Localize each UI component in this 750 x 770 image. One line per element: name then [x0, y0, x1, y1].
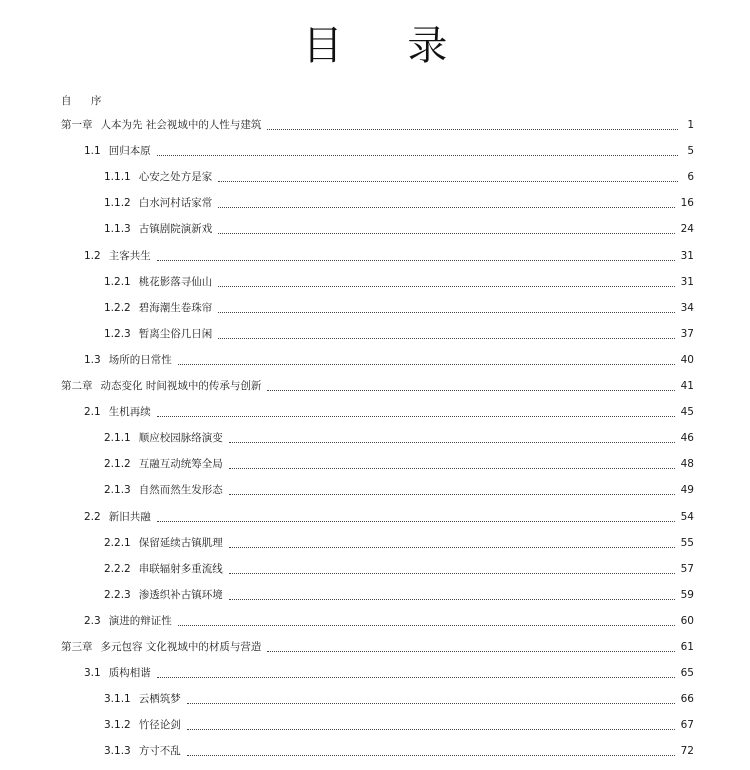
dot-leader — [157, 509, 675, 522]
toc-entry — [104, 321, 694, 341]
toc-entry-page: 61 — [680, 641, 694, 653]
toc-entry — [104, 738, 694, 758]
toc-entry-number: 2.1 — [84, 406, 101, 419]
toc-entry-number: 2.1.3 — [104, 484, 131, 497]
dot-leader — [157, 404, 675, 417]
toc-entry-number: 2.1.2 — [104, 458, 131, 471]
toc-entry-title: 暂离尘俗几日闲 — [138, 327, 213, 340]
dot-leader — [267, 117, 678, 130]
toc-entry-title: 新旧共融 — [108, 510, 151, 523]
toc-entry-number: 第二章 — [61, 380, 93, 392]
toc-entry-title: 古镇剧院演新戏 — [138, 223, 213, 236]
dot-leader — [178, 613, 675, 626]
toc-entry-number: 1.2.2 — [104, 301, 131, 314]
toc-entry — [104, 164, 694, 184]
dot-leader — [157, 143, 678, 156]
page-title: 目 录 — [302, 23, 474, 69]
dot-leader — [229, 561, 675, 574]
toc-entry-title: 方寸不乱 — [138, 745, 181, 758]
toc-entry-title: 动态变化 时间视域中的传承与创新 — [100, 380, 262, 392]
toc-entry-title: 桃花影落寻仙山 — [138, 275, 213, 288]
toc-entry-title: 多元包容 文化视域中的材质与营造 — [100, 641, 262, 653]
toc-entry-number: 3.1.3 — [104, 745, 131, 758]
toc-entry-page: 31 — [680, 249, 694, 262]
toc-entry — [84, 504, 694, 524]
toc-entry-page: 34 — [680, 301, 694, 314]
dot-leader — [267, 639, 674, 652]
toc-entry-page: 31 — [680, 275, 694, 288]
toc-entry-page: 57 — [680, 562, 694, 575]
toc-entry-title: 场所的日常性 — [108, 353, 172, 366]
toc-entry — [61, 112, 694, 132]
toc-entry — [104, 451, 694, 471]
toc-entry-number: 1.1.1 — [104, 171, 131, 184]
toc-entry — [84, 399, 694, 419]
toc-entry-title: 渗透织补古镇环境 — [138, 588, 223, 601]
toc-entry-title: 保留延续古镇肌理 — [138, 536, 223, 549]
toc-entry — [104, 477, 694, 497]
dot-leader — [187, 691, 675, 704]
toc-entry-page: 41 — [680, 380, 694, 392]
toc-entry-title: 串联辐射多重流线 — [138, 562, 223, 575]
dot-leader — [229, 587, 675, 600]
toc-entry-number: 3.1.1 — [104, 693, 131, 706]
toc-entry — [104, 582, 694, 602]
toc-entry-number: 1.1.3 — [104, 223, 131, 236]
toc-entry-title: 生机再续 — [108, 406, 151, 419]
toc-entry — [104, 686, 694, 706]
toc-entry-title: 自然而然生发形态 — [138, 484, 223, 497]
toc-entry-number: 2.2.3 — [104, 588, 131, 601]
toc-entry-title: 顺应校园脉络演变 — [138, 432, 223, 445]
toc-entry-title: 演进的辩证性 — [108, 614, 172, 627]
toc-entry — [84, 243, 694, 263]
toc-entry-page: 5 — [687, 145, 694, 158]
toc-entry-page: 67 — [680, 719, 694, 732]
toc-entry-number: 1.1 — [84, 145, 101, 158]
dot-leader — [229, 430, 675, 443]
dot-leader — [218, 274, 674, 287]
toc-entry-title: 碧海潮生卷珠帘 — [138, 301, 213, 314]
toc-entry-page: 1 — [687, 119, 694, 131]
toc-entry — [104, 269, 694, 289]
toc-entry-page: 16 — [680, 197, 694, 210]
dot-leader — [218, 195, 674, 208]
toc-entry — [84, 660, 694, 680]
toc-entry-page: 66 — [680, 693, 694, 706]
toc-entry — [104, 190, 694, 210]
toc-entry-page: 40 — [680, 353, 694, 366]
dot-leader — [267, 378, 674, 391]
dot-leader — [229, 456, 675, 469]
toc-entry-number: 第三章 — [61, 641, 93, 653]
toc-entry-page: 46 — [680, 432, 694, 445]
toc-entry-page: 72 — [680, 745, 694, 758]
toc-entry-page: 37 — [680, 327, 694, 340]
toc-entry-number: 第一章 — [61, 119, 93, 131]
toc-entry — [84, 608, 694, 628]
dot-leader — [218, 300, 674, 313]
toc-entry — [61, 373, 694, 393]
toc-entry-title: 互融互动统筹全局 — [138, 458, 223, 471]
toc-entry-number: 1.2.1 — [104, 275, 131, 288]
toc-entry-title: 质构相谐 — [108, 667, 151, 680]
toc-entry-title: 主客共生 — [108, 249, 151, 262]
toc-entry-title: 回归本原 — [108, 145, 151, 158]
toc-entry — [61, 634, 694, 654]
toc-entry — [104, 216, 694, 236]
toc-entry-number: 1.2.3 — [104, 327, 131, 340]
toc-entry-number: 2.3 — [84, 614, 101, 627]
toc-entry-title: 竹径论剑 — [138, 719, 181, 732]
dot-leader — [187, 743, 675, 756]
toc-entry — [104, 530, 694, 550]
toc-entry — [104, 425, 694, 445]
toc-entry-page: 48 — [680, 458, 694, 471]
toc-entry — [104, 295, 694, 315]
toc-entry — [84, 138, 694, 158]
dot-leader — [178, 352, 675, 365]
toc-entry-page: 65 — [680, 667, 694, 680]
toc-entry-number: 1.2 — [84, 249, 101, 262]
toc-entry-page: 60 — [680, 614, 694, 627]
dot-leader — [229, 535, 675, 548]
toc-entry-title: 心安之处方是家 — [138, 171, 213, 184]
dot-leader — [229, 482, 675, 495]
toc-entry-number: 3.1 — [84, 667, 101, 680]
toc-entry-page: 54 — [680, 510, 694, 523]
toc-entry-number: 2.2 — [84, 510, 101, 523]
dot-leader — [157, 665, 675, 678]
dot-leader — [218, 169, 678, 182]
toc-entry — [104, 556, 694, 576]
toc-entry-title: 白水河村话家常 — [138, 197, 213, 210]
preface-label: 自 序 — [61, 95, 110, 107]
toc-entry-title: 云栖筑梦 — [138, 693, 181, 706]
toc-entry-page: 49 — [680, 484, 694, 497]
toc-entry — [104, 712, 694, 732]
toc-entry-page: 45 — [680, 406, 694, 419]
toc-entry-number: 1.3 — [84, 353, 101, 366]
toc-entry — [84, 347, 694, 367]
dot-leader — [187, 717, 675, 730]
toc-entry-number: 2.2.2 — [104, 562, 131, 575]
toc-entry-page: 59 — [680, 588, 694, 601]
toc-entry-page: 55 — [680, 536, 694, 549]
toc-entry-page: 6 — [687, 171, 694, 184]
toc-entry-number: 3.1.2 — [104, 719, 131, 732]
toc-entry-number: 2.1.1 — [104, 432, 131, 445]
dot-leader — [157, 248, 675, 261]
toc-entry-page: 24 — [680, 223, 694, 236]
dot-leader — [218, 326, 674, 339]
toc-entry-title: 人本为先 社会视域中的人性与建筑 — [100, 119, 262, 131]
dot-leader — [218, 221, 674, 234]
toc-entry-number: 2.2.1 — [104, 536, 131, 549]
toc-preface — [61, 88, 694, 108]
toc-entry-number: 1.1.2 — [104, 197, 131, 210]
